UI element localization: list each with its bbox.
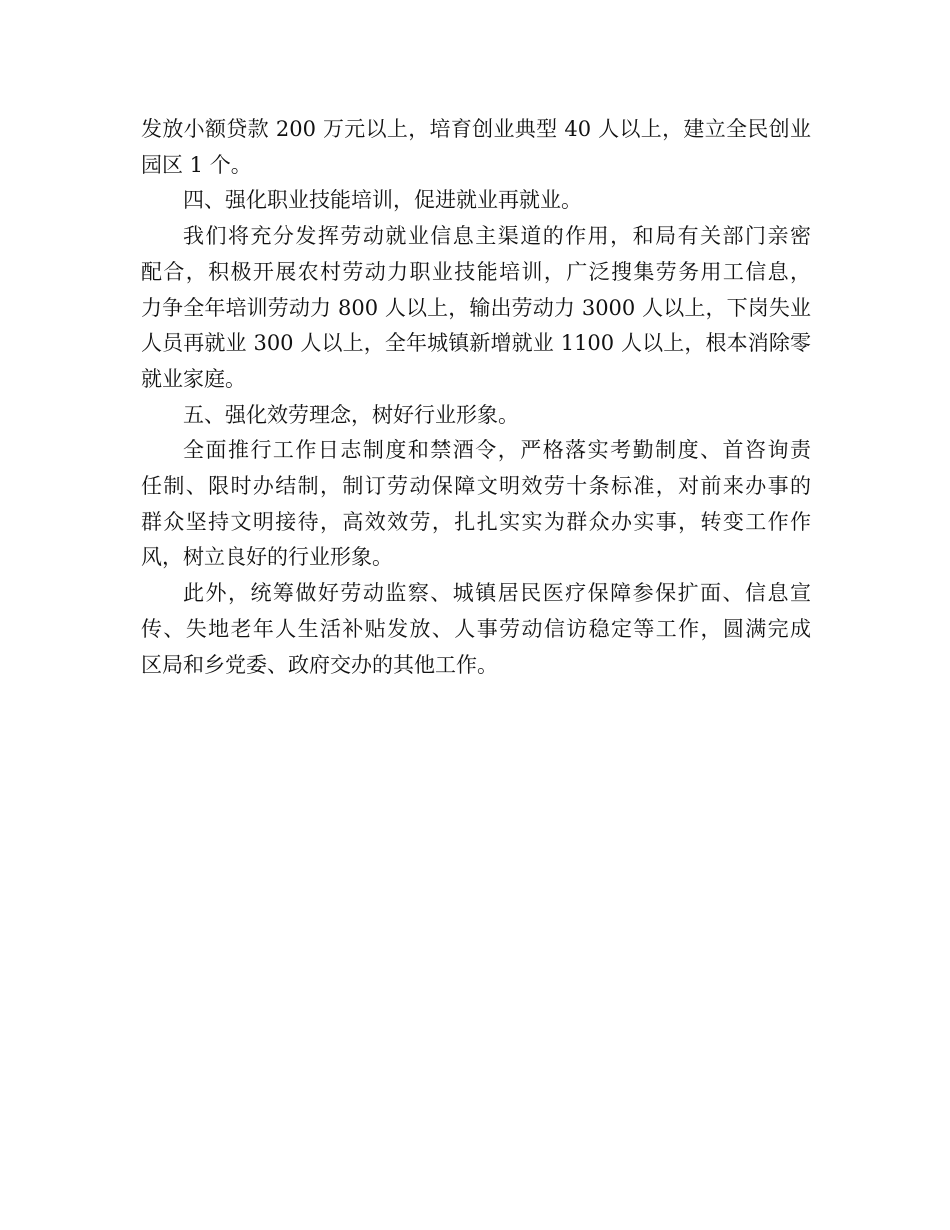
- text-line: 全面推行工作日志制度和禁酒令，严格落实考勤制度、首咨询责: [183, 438, 811, 463]
- text-line: 风，树立良好的行业形象。: [141, 545, 393, 570]
- paragraph-service-concept: [141, 433, 811, 576]
- text-line: 就业家庭。: [141, 366, 246, 391]
- heading-text: 四、强化职业技能培训，促进就业再就业。: [183, 188, 582, 213]
- text-line: 此外，统筹做好劳动监察、城镇居民医疗保障参保扩面、信息宣: [183, 581, 811, 606]
- text-line: 力争全年培训劳动力 800 人以上，输出劳动力 3000 人以上，下岗失业: [141, 295, 811, 320]
- heading-text: 五、强化效劳理念，树好行业形象。: [183, 402, 519, 427]
- text-line: 任制、限时办结制，制订劳动保障文明效劳十条标准，对前来办事的: [141, 474, 811, 499]
- paragraph-other-work: [141, 576, 811, 683]
- paragraph-loans-continued: [141, 112, 811, 183]
- document-body: [141, 112, 811, 683]
- text-line: 人员再就业 300 人以上，全年城镇新增就业 1100 人以上，根本消除零: [141, 331, 811, 356]
- text-line: 发放小额贷款 200 万元以上，培育创业典型 40 人以上，建立全民创业: [141, 117, 811, 141]
- text-line: 我们将充分发挥劳动就业信息主渠道的作用，和局有关部门亲密: [183, 224, 811, 249]
- text-line: 区局和乡党委、政府交办的其他工作。: [141, 652, 498, 677]
- text-line: 配合，积极开展农村劳动力职业技能培训，广泛搜集劳务用工信息，: [141, 259, 811, 284]
- section-heading-4: [141, 183, 811, 219]
- section-heading-5: [141, 398, 811, 434]
- text-line: 园区 1 个。: [141, 152, 252, 177]
- paragraph-employment-training: [141, 219, 811, 398]
- text-line: 传、失地老年人生活补贴发放、人事劳动信访稳定等工作，圆满完成: [141, 616, 811, 641]
- text-line: 群众坚持文明接待，高效效劳，扎扎实实为群众办实事，转变工作作: [141, 509, 811, 534]
